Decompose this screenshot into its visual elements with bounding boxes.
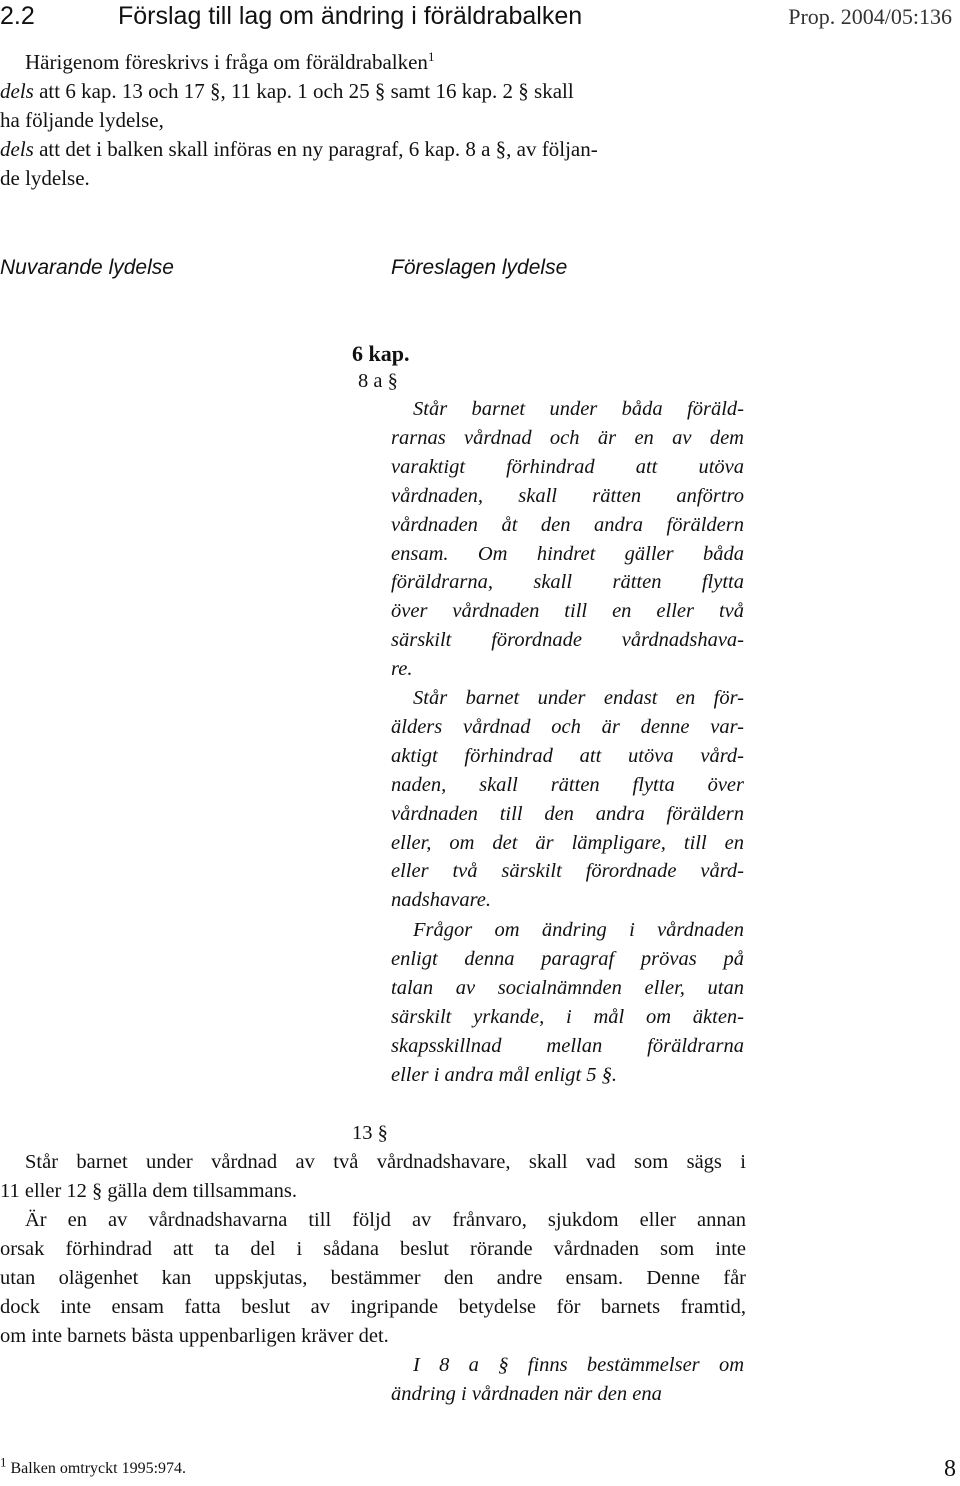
text-line: rarnas vårdnad och är en av dem — [391, 426, 744, 449]
footnote-ref[interactable]: 1 — [427, 49, 435, 64]
text-line: utan olägenhet kan uppskjutas, bestämmer den andre ensam. Denne får — [0, 1266, 746, 1289]
text-line: särskilt yrkande, i mål om äkten- — [391, 1005, 744, 1028]
text-line: vårdnaden åt den andra föräldern — [391, 513, 744, 536]
text-line: föräldrarna, skall rätten flytta — [391, 571, 744, 594]
footnote: $^1$ Balken omtryckt 1995:974. — [0, 1454, 187, 1477]
text-line: I 8 a § finns bestämmelser om — [413, 1354, 744, 1376]
section-number: 2.2 — [0, 2, 35, 30]
text-line: Står barnet under båda föräld- — [413, 398, 744, 420]
text-line: vårdnaden, skall rätten anförtro — [391, 484, 744, 507]
text-line: om inte barnets bästa uppenbarligen kräver det. — [0, 1324, 389, 1347]
text-line: vårdnaden till den andra föräldern — [391, 802, 744, 825]
text-line: eller, om det är lämpligare, till en — [391, 831, 744, 854]
intro-line-5: de lydelse. — [0, 166, 90, 190]
text-line: re. — [391, 658, 413, 681]
text-line: eller i andra mål enligt 5 §. — [391, 1063, 618, 1086]
intro-line-2: dels att 6 kap. 13 och 17 §, 11 kap. 1 och 25 § samt 16 kap. 2 § skall — [0, 79, 574, 103]
column-heading-current: Nuvarande lydelse — [0, 256, 174, 279]
text-line: Står barnet under endast en för- — [413, 687, 744, 709]
column-heading-proposed: Föreslagen lydelse — [391, 256, 568, 279]
text-line: 11 eller 12 § gälla dem tillsammans. — [0, 1179, 297, 1202]
prop-reference: Prop. 2004/05:136 — [788, 4, 952, 29]
text-line: nadshavare. — [391, 889, 492, 912]
text-line: Står barnet under vårdnad av två vårdnadshavare, skall vad som sägs i — [25, 1151, 746, 1173]
text-line: Är en av vårdnadshavarna till följd av frånvaro, sjukdom eller annan — [25, 1209, 746, 1231]
text-line: naden, skall rätten flytta över — [391, 773, 744, 796]
text-line: dock inte ensam fatta beslut av ingripande betydelse för barnets framtid, — [0, 1295, 746, 1318]
text-line: aktigt förhindrad att utöva vård- — [391, 744, 744, 767]
intro-line-3: ha följande lydelse, — [0, 108, 164, 132]
text-line: skapsskillnad mellan föräldrarna — [391, 1034, 744, 1057]
text-line: varaktigt förhindrad att utöva — [391, 455, 744, 478]
text-line: eller två särskilt förordnade vård- — [391, 860, 744, 883]
text-line: ändring i vårdnaden när den ena — [391, 1382, 662, 1405]
section-8a-heading: 8 a § — [358, 370, 398, 392]
text-line: orsak förhindrad att ta del i sådana beslut rörande vårdnaden som inte — [0, 1237, 746, 1260]
intro-line-1: Härigenom föreskrivs i fråga om föräldrabalken$^1$ — [25, 49, 435, 74]
chapter-heading: 6 kap. — [352, 341, 410, 366]
text-line: ensam. Om hindret gäller båda — [391, 542, 744, 565]
page-number: 8 — [944, 1456, 956, 1482]
text-line: särskilt förordnade vårdnadshava- — [391, 629, 744, 652]
text-line: över vårdnaden till en eller två — [391, 600, 744, 623]
text-line: älders vårdnad och är denne var- — [391, 715, 744, 738]
intro-line-4: dels att det i balken skall införas en ny paragraf, 6 kap. 8 a §, av följan- — [0, 137, 598, 161]
text-line: enligt denna paragraf prövas på — [391, 947, 744, 970]
text-line: talan av socialnämnden eller, utan — [391, 976, 744, 999]
text-line: Frågor om ändring i vårdnaden — [413, 919, 744, 941]
section-13-heading: 13 § — [352, 1122, 388, 1144]
section-title: Förslag till lag om ändring i föräldrabalken — [118, 2, 583, 30]
